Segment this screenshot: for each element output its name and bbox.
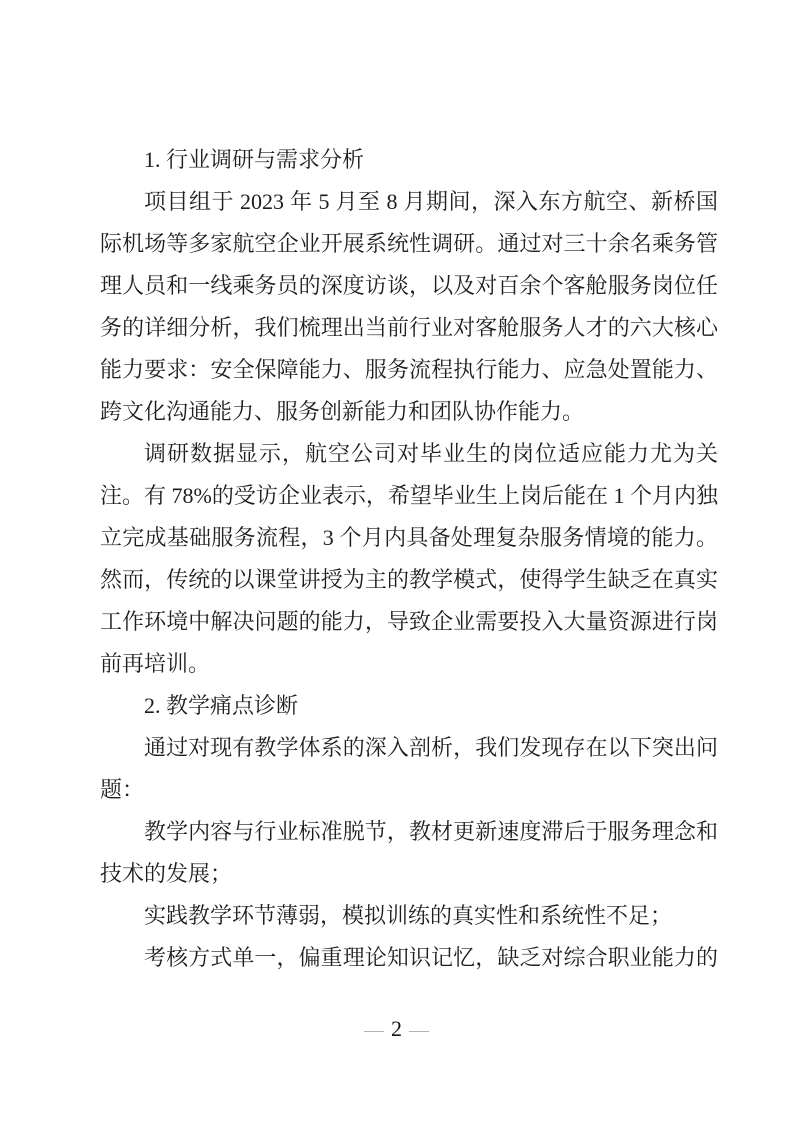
page-footer (0, 1008, 793, 1051)
footer-dash-right: — (409, 1019, 429, 1041)
paragraph-issue-practice: 实践教学环节薄弱，模拟训练的真实性和系统性不足； (144, 903, 673, 928)
paragraph-diagnosis-intro: 通过对现有教学体系的深入剖析，我们发现存在以下突出问题： (100, 735, 718, 802)
page-number: 2 (391, 1016, 402, 1041)
section-heading-1: 1. 行业调研与需求分析 (144, 147, 365, 172)
section-heading-2: 2. 教学痛点诊断 (144, 693, 299, 718)
paragraph-issue-assessment: 考核方式单一，偏重理论知识记忆，缺乏对综合职业能力的 (144, 945, 718, 970)
paragraph-issue-curriculum: 教学内容与行业标准脱节，教材更新速度滞后于服务理念和技术的发展； (100, 819, 718, 886)
paragraph-industry-research: 项目组于 2023 年 5 月至 8 月期间，深入东方航空、新桥国际机场等多家航空企业开展系统性调研。通过对三十余名乘务管理人员和一线乘务员的深度访谈，以及对百余个客舱服务岗位任务的详细分析，我们梳理出当前行业对客舱服务人才的六大核心能力要求：安全保障能力、服务流程执行能力、应急处置能力、跨文化沟通能力、服务创新能力和团队协作能力。 (100, 189, 718, 424)
page-body-text (100, 139, 718, 979)
paragraph-survey-findings: 调研数据显示，航空公司对毕业生的岗位适应能力尤为关注。有 78%的受访企业表示，希望毕业生上岗后能在 1 个月内独立完成基础服务流程，3 个月内具备处理复杂服务情境的能力。然而，传统的以课堂讲授为主的教学模式，使得学生缺乏在真实工作环境中解决问题的能力，导致企业需要投入大量资源进行岗前再培训。 (100, 441, 718, 676)
footer-dash-left: — (364, 1019, 384, 1041)
